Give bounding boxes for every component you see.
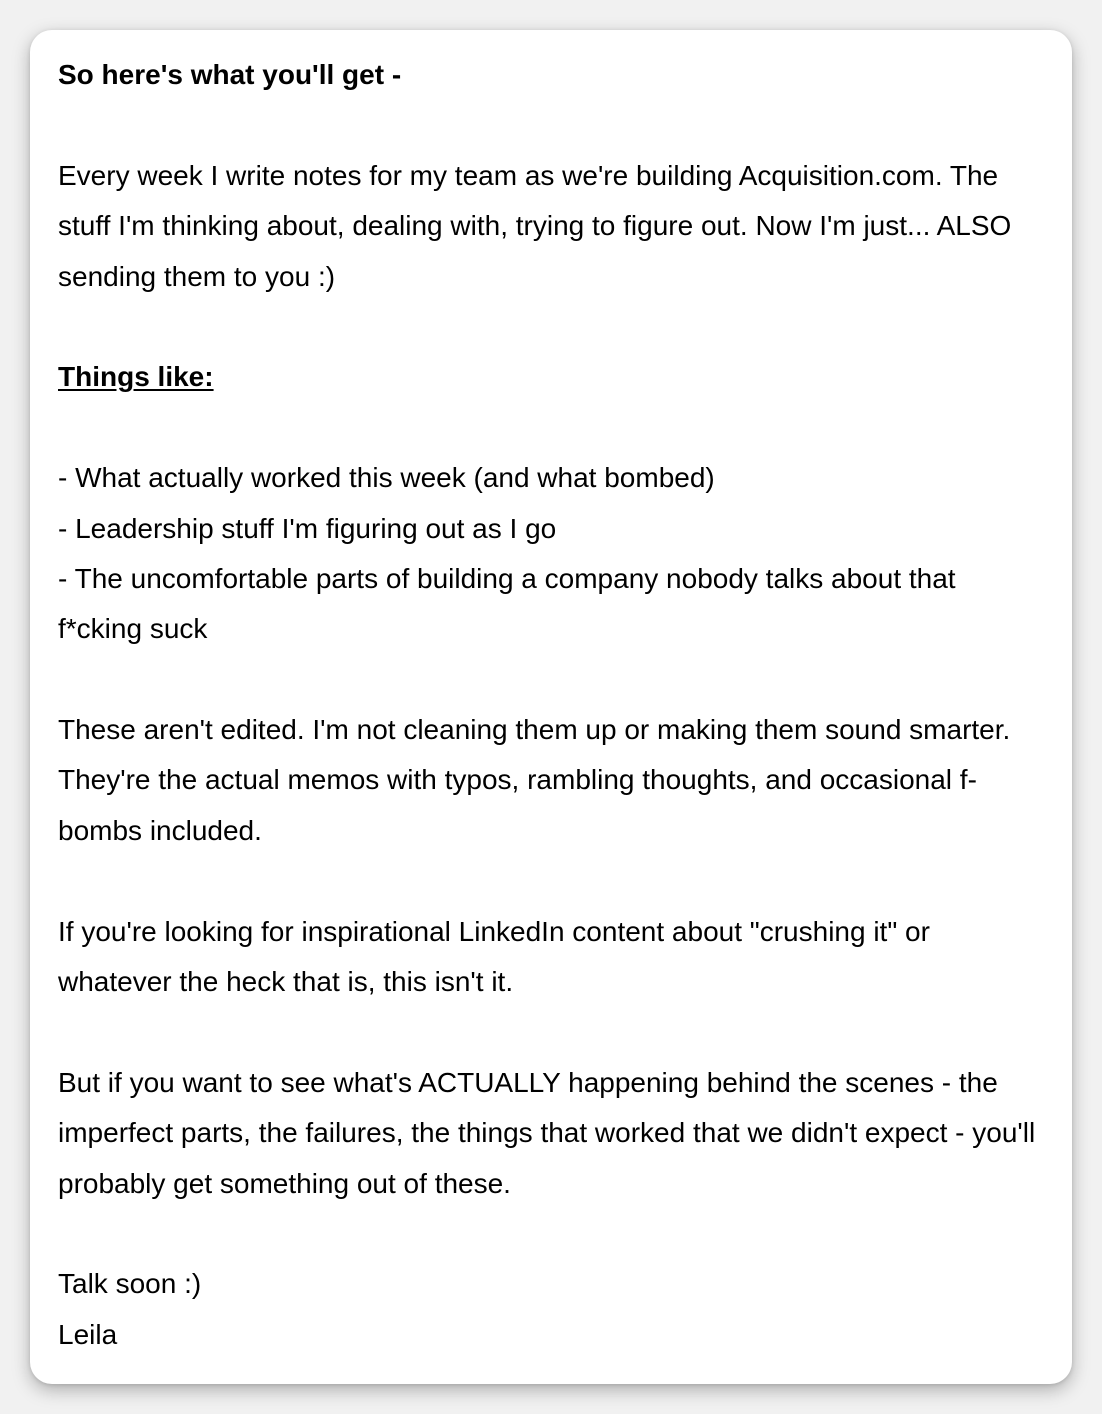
list-item: - The uncomfortable parts of building a company nobody talks about that <box>58 562 956 594</box>
list-item-continuation: f*cking suck <box>58 613 208 645</box>
paragraph-line: imperfect parts, the failures, the things that worked that we didn't expect - you'll <box>58 1117 1036 1149</box>
email-signature: Leila <box>58 1318 118 1350</box>
linkedin-paragraph <box>58 907 1064 1008</box>
intro-line: Every week I write notes for my team as we're building Acquisition.com. The <box>58 159 999 191</box>
unedited-paragraph <box>58 705 1064 856</box>
paragraph-spacer <box>58 1209 1064 1259</box>
paragraph-line: If you're looking for inspirational LinkedIn content about "crushing it" or <box>58 915 930 947</box>
paragraph-line: whatever the heck that is, this isn't it. <box>58 966 514 998</box>
paragraph-line: They're the actual memos with typos, rambling thoughts, and occasional f- <box>58 764 977 796</box>
paragraph-spacer <box>58 655 1064 705</box>
email-signoff: Talk soon :) <box>58 1268 202 1300</box>
paragraph-spacer <box>58 403 1064 453</box>
paragraph-spacer <box>58 1007 1064 1057</box>
list-item: - Leadership stuff I'm figuring out as I go <box>58 512 557 544</box>
bullet-list <box>58 453 1064 655</box>
paragraph-spacer <box>58 856 1064 906</box>
list-item: - What actually worked this week (and what bombed) <box>58 462 715 494</box>
paragraph-line: bombs included. <box>58 814 262 846</box>
email-body-card <box>30 30 1072 1384</box>
email-heading: So here's what you'll get - <box>58 59 402 90</box>
behind-scenes-paragraph <box>58 1058 1064 1209</box>
paragraph-spacer <box>58 100 1064 150</box>
things-like-heading <box>58 352 1064 402</box>
paragraph-line: probably get something out of these. <box>58 1167 511 1199</box>
things-like-label: Things like: <box>58 361 214 393</box>
paragraph-line: These aren't edited. I'm not cleaning them up or making them sound smarter. <box>58 714 1011 746</box>
paragraph-spacer <box>58 302 1064 352</box>
intro-line: sending them to you :) <box>58 260 336 292</box>
intro-line: stuff I'm thinking about, dealing with, trying to figure out. Now I'm just... ALSO <box>58 210 1012 242</box>
paragraph-line: But if you want to see what's ACTUALLY happening behind the scenes - the <box>58 1066 998 1098</box>
intro-paragraph <box>58 151 1064 302</box>
